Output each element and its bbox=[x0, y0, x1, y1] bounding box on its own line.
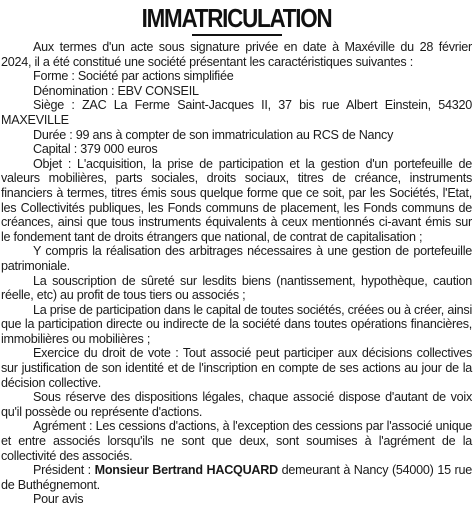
duree-line: Durée : 99 ans à compter de son immatriculation au RCS de Nancy bbox=[33, 127, 394, 142]
agrement-paragraph: Agrément : Les cessions d'actions, à l'exception des cessions par l'associé unique et entre associés lorsqu'ils ne sont que deux, sont soumises à l'agrément de la collectivité des associés. bbox=[1, 419, 472, 463]
notice-title: IMMATRICULATION bbox=[141, 3, 332, 33]
siege-paragraph: Siège : ZAC La Ferme Saint-Jacques II, 37 bis rue Albert Einstein, 54320 MAXEVILLE bbox=[1, 98, 472, 127]
surete-paragraph: La souscription de sûreté sur lesdits biens (nantissement, hypothèque, caution réelle, etc) au profit de tous tiers ou associés ; bbox=[1, 273, 472, 303]
reserve-paragraph: Sous réserve des dispositions légales, chaque associé dispose d'autant de voix qu'il possède ou représente d'actions. bbox=[1, 390, 472, 419]
president-label: Président : bbox=[33, 463, 95, 478]
president-address: demeurant à Nancy (54000) 15 rue de Buthégnemont. bbox=[1, 463, 472, 492]
denomination-line: Dénomination : EBV CONSEIL bbox=[33, 83, 199, 98]
closing-line: Pour avis bbox=[33, 492, 84, 507]
title-underline bbox=[192, 34, 282, 36]
objet-paragraph: Objet : L'acquisition, la prise de participation et la gestion d'un portefeuille de valeurs mobilières, parts sociales, droits sociaux, titres de créance, instruments financiers à termes, titres émis sous quelque forme que ce soit, par les Sociétés, l'Etat, les Collectivités publiques, les Fonds communs de placement, les Fonds communs de créances, ainsi que tous instruments équivalents à ceux mentionnés ci-avant émis sur le fondement tant de droits étrangers que national, de contrat de capitalisation ; bbox=[1, 156, 472, 244]
forme-line: Forme : Société par actions simplifiée bbox=[33, 69, 234, 84]
arbitrages-paragraph: Y compris la réalisation des arbitrages nécessaires à une gestion de portefeuille patrimoniale. bbox=[1, 244, 472, 273]
president-paragraph bbox=[1, 463, 472, 492]
president-name: Monsieur Bertrand HACQUARD bbox=[94, 463, 278, 478]
vote-paragraph: Exercice du droit de vote : Tout associé peut participer aux décisions collectives sur justification de son identité et de l'inscription en compte de ses actions au jour de la décision collective. bbox=[1, 346, 472, 390]
participation-paragraph: La prise de participation dans le capital de toutes sociétés, créées ou à créer, ainsi que la participation directe ou indirecte de la société dans toutes opérations financières, immobilières ou mobilières ; bbox=[1, 302, 472, 346]
intro-paragraph: Aux termes d'un acte sous signature privée en date à Maxéville du 28 février 2024, il a été constitué une société présentant les caractéristiques suivantes : bbox=[1, 40, 472, 69]
capital-line: Capital : 379 000 euros bbox=[33, 142, 158, 157]
